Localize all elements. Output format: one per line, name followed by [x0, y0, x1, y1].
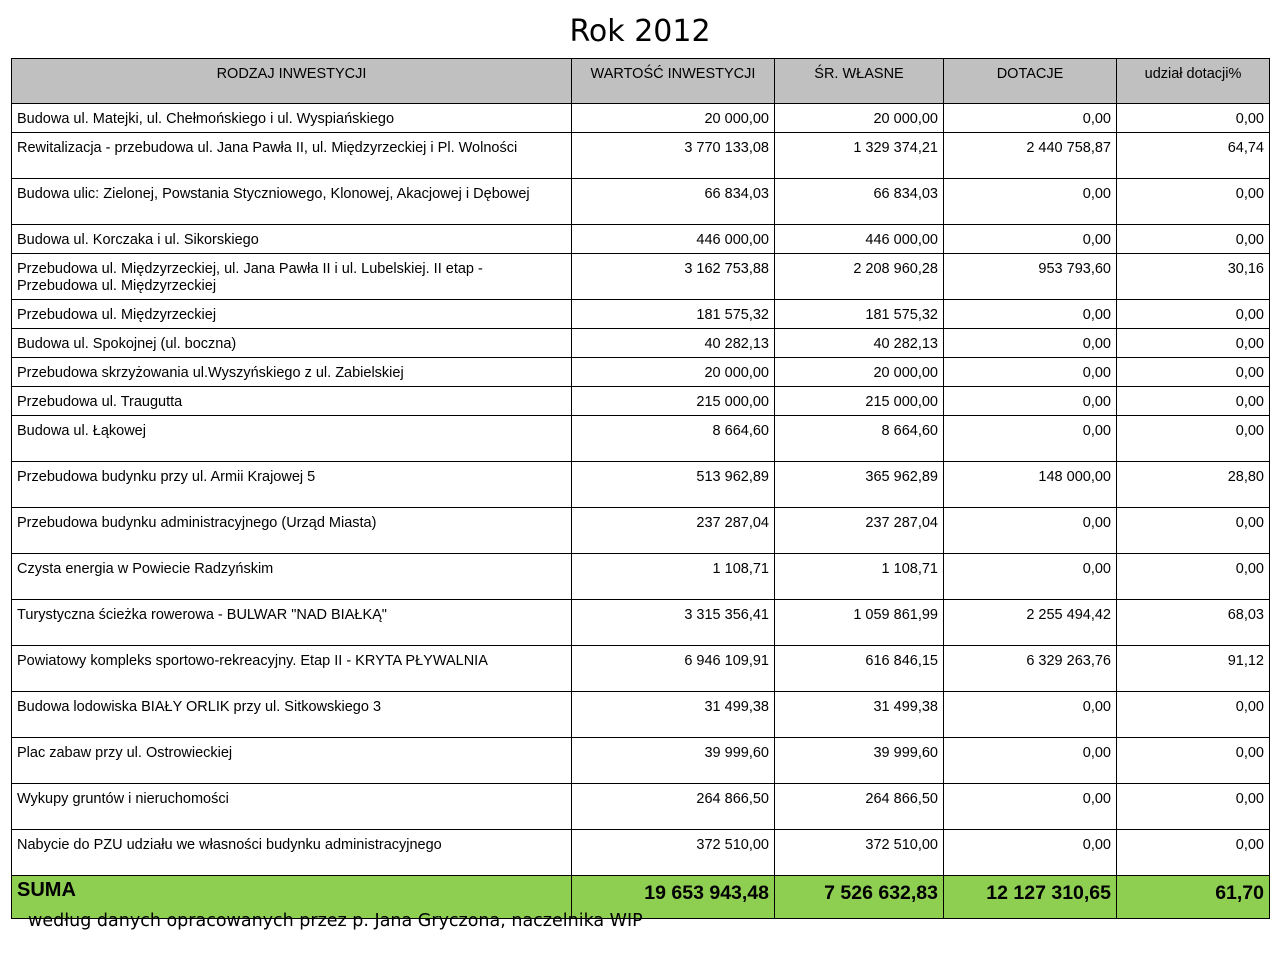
table-row	[12, 830, 1270, 876]
subsidy-share-cell: 0,00	[1117, 738, 1270, 784]
own-funds-cell: 39 999,60	[775, 738, 944, 784]
own-funds-cell: 616 846,15	[775, 646, 944, 692]
investment-value-cell: 6 946 109,91	[572, 646, 775, 692]
table-row	[12, 600, 1270, 646]
investment-name-cell: Plac zabaw przy ul. Ostrowieckiej	[12, 738, 572, 784]
investment-name-cell: Przebudowa budynku administracyjnego (Urząd Miasta)	[12, 508, 572, 554]
investment-name-cell: Rewitalizacja - przebudowa ul. Jana Pawła II, ul. Międzyrzeckiej i Pl. Wolności	[12, 133, 572, 179]
table-row	[12, 462, 1270, 508]
investment-value-cell: 66 834,03	[572, 179, 775, 225]
investment-value-cell: 513 962,89	[572, 462, 775, 508]
subsidies-cell: 0,00	[944, 508, 1117, 554]
own-funds-cell: 1 329 374,21	[775, 133, 944, 179]
own-funds-cell: 181 575,32	[775, 300, 944, 329]
investment-value-cell: 372 510,00	[572, 830, 775, 876]
subsidies-cell: 0,00	[944, 225, 1117, 254]
investment-name-cell: Budowa ul. Łąkowej	[12, 416, 572, 462]
investment-name-cell: Przebudowa ul. Traugutta	[12, 387, 572, 416]
investment-value-cell: 3 770 133,08	[572, 133, 775, 179]
own-funds-cell: 446 000,00	[775, 225, 944, 254]
subsidies-cell: 0,00	[944, 358, 1117, 387]
subsidies-cell: 0,00	[944, 300, 1117, 329]
table-row	[12, 254, 1270, 300]
table-row	[12, 225, 1270, 254]
total-subsidy-share: 61,70	[1117, 876, 1270, 919]
own-funds-cell: 365 962,89	[775, 462, 944, 508]
table-row	[12, 329, 1270, 358]
investment-name-cell: Przebudowa ul. Międzyrzeckiej, ul. Jana Pawła II i ul. Lubelskiej. II etap - Przebudowa ul. Międzyrzeckiej	[12, 254, 572, 300]
table-row	[12, 646, 1270, 692]
own-funds-cell: 20 000,00	[775, 104, 944, 133]
own-funds-cell: 66 834,03	[775, 179, 944, 225]
subsidies-cell: 0,00	[944, 784, 1117, 830]
total-subsidies: 12 127 310,65	[944, 876, 1117, 919]
investment-value-cell: 215 000,00	[572, 387, 775, 416]
investment-value-cell: 8 664,60	[572, 416, 775, 462]
investment-value-cell: 20 000,00	[572, 358, 775, 387]
own-funds-cell: 40 282,13	[775, 329, 944, 358]
subsidy-share-cell: 0,00	[1117, 225, 1270, 254]
subsidy-share-cell: 0,00	[1117, 784, 1270, 830]
header-investment-value: WARTOŚĆ INWESTYCJI	[572, 59, 775, 104]
subsidies-cell: 0,00	[944, 329, 1117, 358]
subsidy-share-cell: 0,00	[1117, 329, 1270, 358]
subsidy-share-cell: 28,80	[1117, 462, 1270, 508]
table-row	[12, 738, 1270, 784]
investment-name-cell: Budowa ul. Matejki, ul. Chełmońskiego i ul. Wyspiańskiego	[12, 104, 572, 133]
investment-value-cell: 237 287,04	[572, 508, 775, 554]
table-row	[12, 508, 1270, 554]
table-row	[12, 554, 1270, 600]
subsidy-share-cell: 0,00	[1117, 300, 1270, 329]
header-subsidy-share: udział dotacji%	[1117, 59, 1270, 104]
table-row	[12, 387, 1270, 416]
investment-name-cell: Przebudowa budynku przy ul. Armii Krajowej 5	[12, 462, 572, 508]
table-row	[12, 300, 1270, 329]
investment-value-cell: 181 575,32	[572, 300, 775, 329]
own-funds-cell: 215 000,00	[775, 387, 944, 416]
investment-value-cell: 1 108,71	[572, 554, 775, 600]
subsidy-share-cell: 0,00	[1117, 508, 1270, 554]
investment-value-cell: 3 315 356,41	[572, 600, 775, 646]
subsidy-share-cell: 0,00	[1117, 416, 1270, 462]
page-title: Rok 2012	[569, 14, 711, 49]
subsidies-cell: 953 793,60	[944, 254, 1117, 300]
header-own-funds: ŚR. WŁASNE	[775, 59, 944, 104]
investment-value-cell: 264 866,50	[572, 784, 775, 830]
investment-table	[11, 58, 1270, 919]
header-subsidies: DOTACJE	[944, 59, 1117, 104]
investment-value-cell: 3 162 753,88	[572, 254, 775, 300]
investment-name-cell: Nabycie do PZU udziału we własności budynku administracyjnego	[12, 830, 572, 876]
subsidy-share-cell: 0,00	[1117, 554, 1270, 600]
header-investment-type: RODZAJ INWESTYCJI	[12, 59, 572, 104]
subsidies-cell: 0,00	[944, 387, 1117, 416]
subsidies-cell: 0,00	[944, 554, 1117, 600]
total-investment-value: 19 653 943,48	[572, 876, 775, 919]
subsidy-share-cell: 0,00	[1117, 179, 1270, 225]
subsidies-cell: 0,00	[944, 692, 1117, 738]
subsidy-share-cell: 64,74	[1117, 133, 1270, 179]
table-row	[12, 692, 1270, 738]
own-funds-cell: 372 510,00	[775, 830, 944, 876]
subsidies-cell: 0,00	[944, 104, 1117, 133]
investment-value-cell: 446 000,00	[572, 225, 775, 254]
investment-name-cell: Budowa ulic: Zielonej, Powstania Styczniowego, Klonowej, Akacjowej i Dębowej	[12, 179, 572, 225]
own-funds-cell: 2 208 960,28	[775, 254, 944, 300]
investment-value-cell: 31 499,38	[572, 692, 775, 738]
subsidy-share-cell: 0,00	[1117, 692, 1270, 738]
source-footnote: według danych opracowanych przez p. Jana Gryczona, naczelnika WIP	[28, 911, 643, 931]
own-funds-cell: 1 108,71	[775, 554, 944, 600]
table-row	[12, 416, 1270, 462]
table-row	[12, 358, 1270, 387]
own-funds-cell: 1 059 861,99	[775, 600, 944, 646]
subsidy-share-cell: 30,16	[1117, 254, 1270, 300]
investment-name-cell: Wykupy gruntów i nieruchomości	[12, 784, 572, 830]
table-row	[12, 784, 1270, 830]
investment-name-cell: Budowa ul. Korczaka i ul. Sikorskiego	[12, 225, 572, 254]
own-funds-cell: 8 664,60	[775, 416, 944, 462]
subsidies-cell: 0,00	[944, 738, 1117, 784]
table-row	[12, 133, 1270, 179]
subsidies-cell: 2 255 494,42	[944, 600, 1117, 646]
investment-name-cell: Przebudowa skrzyżowania ul.Wyszyńskiego z ul. Zabielskiej	[12, 358, 572, 387]
own-funds-cell: 264 866,50	[775, 784, 944, 830]
subsidies-cell: 2 440 758,87	[944, 133, 1117, 179]
subsidy-share-cell: 0,00	[1117, 830, 1270, 876]
own-funds-cell: 20 000,00	[775, 358, 944, 387]
subsidies-cell: 148 000,00	[944, 462, 1117, 508]
subsidy-share-cell: 0,00	[1117, 387, 1270, 416]
investment-value-cell: 40 282,13	[572, 329, 775, 358]
investment-name-cell: Turystyczna ścieżka rowerowa - BULWAR "NAD BIAŁKĄ"	[12, 600, 572, 646]
investment-name-cell: Budowa lodowiska BIAŁY ORLIK przy ul. Sitkowskiego 3	[12, 692, 572, 738]
subsidies-cell: 0,00	[944, 416, 1117, 462]
investment-name-cell: Powiatowy kompleks sportowo-rekreacyjny. Etap II - KRYTA PŁYWALNIA	[12, 646, 572, 692]
subsidies-cell: 0,00	[944, 830, 1117, 876]
own-funds-cell: 31 499,38	[775, 692, 944, 738]
investment-name-cell: Budowa ul. Spokojnej (ul. boczna)	[12, 329, 572, 358]
subsidies-cell: 6 329 263,76	[944, 646, 1117, 692]
total-label: SUMA	[12, 876, 572, 919]
own-funds-cell: 237 287,04	[775, 508, 944, 554]
table-row	[12, 179, 1270, 225]
total-own-funds: 7 526 632,83	[775, 876, 944, 919]
subsidy-share-cell: 0,00	[1117, 104, 1270, 133]
table-header-row	[12, 59, 1270, 104]
subsidies-cell: 0,00	[944, 179, 1117, 225]
subsidy-share-cell: 91,12	[1117, 646, 1270, 692]
investment-value-cell: 20 000,00	[572, 104, 775, 133]
investment-value-cell: 39 999,60	[572, 738, 775, 784]
investment-name-cell: Czysta energia w Powiecie Radzyńskim	[12, 554, 572, 600]
subsidy-share-cell: 0,00	[1117, 358, 1270, 387]
subsidy-share-cell: 68,03	[1117, 600, 1270, 646]
investment-name-cell: Przebudowa ul. Międzyrzeckiej	[12, 300, 572, 329]
table-row	[12, 104, 1270, 133]
